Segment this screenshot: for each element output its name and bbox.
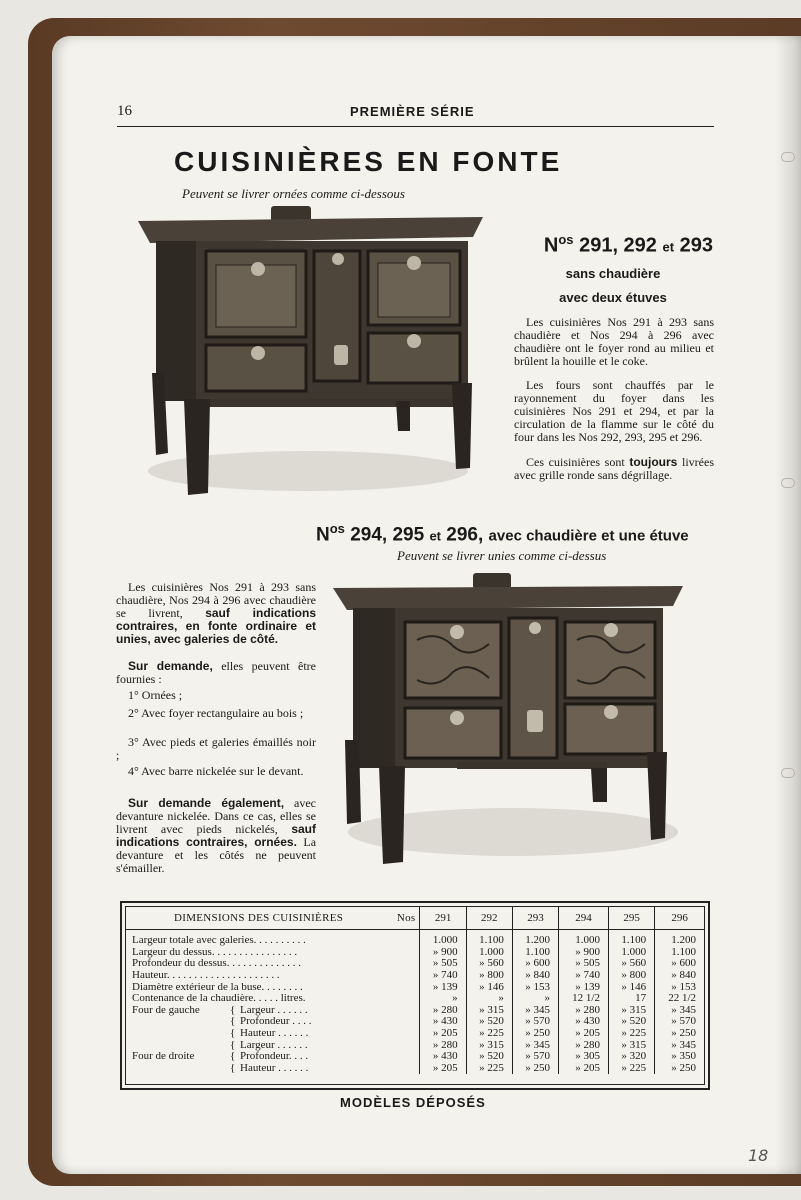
table-cell: » 520 xyxy=(608,1016,654,1028)
table-cell: » 250 xyxy=(655,1028,704,1040)
table-cell: » 560 xyxy=(608,958,654,970)
para1-text: Les cuisinières Nos 291 à 293 sans chaudière, Nos 294 à 296 avec chaudière se livrent, xyxy=(116,580,316,620)
table-row xyxy=(126,981,704,993)
brace-glyph: { xyxy=(230,1061,236,1074)
row-label-text: Largeur . . . . . . xyxy=(240,1038,308,1051)
table-cell: » 280 xyxy=(420,1039,466,1051)
table-cell: » xyxy=(512,993,558,1005)
table-cell: » 570 xyxy=(512,1051,558,1063)
column-header: 295 xyxy=(608,907,654,929)
table-cell: 1.100 xyxy=(512,947,558,959)
table-cell: » 205 xyxy=(559,1063,609,1075)
row-label xyxy=(126,947,420,959)
para3-emphasis-2: sauf indications contraires, ornées. xyxy=(116,822,316,849)
para3-text-end: La devanture et les côtés ne peuvent s'émailler. xyxy=(116,835,317,875)
table-row xyxy=(126,970,704,982)
table-cell: » 430 xyxy=(559,1016,609,1028)
row-label xyxy=(126,1016,420,1028)
table-cell: » 205 xyxy=(559,1028,609,1040)
table-cell: » 250 xyxy=(512,1063,558,1075)
description-paragraph-2: Les fours sont chauffés par le rayonnement du foyer dans les cuisinières Nos 291 et 294, et par la circulation de la flamme sur le côté du four dans les Nos 292, 293, 295 et 296. xyxy=(514,378,714,444)
table-cell: » 505 xyxy=(420,958,466,970)
brace-glyph: { xyxy=(230,1050,236,1063)
row-label xyxy=(126,1039,420,1051)
table-row xyxy=(126,1028,704,1040)
row-label-text: Profondeur . . . . xyxy=(240,1015,312,1028)
dimensions-table-body xyxy=(126,929,704,1074)
table-cell: » 139 xyxy=(420,981,466,993)
option-item-2: 2° Avec foyer rectangulaire au bois ; xyxy=(128,706,304,720)
table-cell: » 900 xyxy=(420,947,466,959)
table-cell: » 280 xyxy=(559,1039,609,1051)
table-cell: » 225 xyxy=(608,1063,654,1075)
table-cell: » 153 xyxy=(655,981,704,993)
conjunction: et xyxy=(429,528,441,544)
table-cell: 1.200 xyxy=(655,935,704,947)
table-cell: » 315 xyxy=(608,1039,654,1051)
table-cell: 1.000 xyxy=(466,947,512,959)
table-row xyxy=(126,947,704,959)
table-cell: 12 1/2 xyxy=(559,993,609,1005)
table-cell: » 740 xyxy=(559,970,609,982)
numero-sup: os xyxy=(558,232,574,247)
table-cell: » 600 xyxy=(655,958,704,970)
numero-sup: os xyxy=(329,521,345,536)
row-label-text: Largeur du dessus. . . . . . . . . . . . . . . . xyxy=(132,945,298,958)
table-cell: » 505 xyxy=(559,958,609,970)
table-cell: » 345 xyxy=(655,1039,704,1051)
table-cell: » 560 xyxy=(466,958,512,970)
table-cell: » 146 xyxy=(466,981,512,993)
para2-emphasis: Sur demande, xyxy=(128,659,213,673)
para3-emphasis: toujours xyxy=(629,455,678,469)
page-number: 16 xyxy=(117,103,132,119)
options-paragraph-3 xyxy=(116,797,316,875)
row-label xyxy=(126,981,420,993)
numero-label: N xyxy=(543,234,559,257)
table-cell: » 600 xyxy=(512,958,558,970)
description-paragraph-3 xyxy=(514,456,714,482)
options-paragraph-1 xyxy=(116,581,316,646)
table-cell: » 225 xyxy=(466,1028,512,1040)
row-label-text: Contenance de la chaudière. . . . . litres. xyxy=(132,992,306,1005)
conjunction: et xyxy=(662,239,675,255)
model-numbers: 291, 292 xyxy=(579,234,657,257)
table-cell: » 315 xyxy=(466,1005,512,1017)
page-title: CUISINIÈRES EN FONTE xyxy=(174,146,563,177)
row-label-text: Hauteur. . . . . . . . . . . . . . . . . . . . . xyxy=(132,969,280,982)
row-label xyxy=(126,958,420,970)
row-label-text: Hauteur . . . . . . xyxy=(240,1061,309,1074)
table-cell: 1.100 xyxy=(466,935,512,947)
table-cell: » 345 xyxy=(655,1005,704,1017)
table-cell: 22 1/2 xyxy=(655,993,704,1005)
row-group: Four de gauche xyxy=(132,1003,200,1016)
stove-illustration-291-293 xyxy=(138,203,488,503)
para3-text: avec devanture nickelée. Dans ce cas, elles se livrent avec pieds nickelés, xyxy=(116,796,317,836)
page-spine-shadow xyxy=(775,36,801,1174)
table-cell: » 320 xyxy=(608,1051,654,1063)
para3-text: Ces cuisinières sont xyxy=(526,455,625,469)
table-header-label xyxy=(126,907,420,929)
binding-hole xyxy=(781,478,795,488)
feature-line-no-boiler: sans chaudière xyxy=(565,266,661,281)
row-label xyxy=(126,935,420,947)
table-row xyxy=(126,1039,704,1051)
option-item-1: 1° Ornées ; xyxy=(128,688,183,702)
table-cell: » 146 xyxy=(608,981,654,993)
table-cell: » 280 xyxy=(559,1005,609,1017)
table-cell: » 139 xyxy=(559,981,609,993)
model-number-last: 296, xyxy=(446,524,484,546)
option-item-3: 3° Avec pieds et galeries émaillés noir ; xyxy=(116,735,316,762)
table-cell: » 350 xyxy=(655,1051,704,1063)
footer-title: MODÈLES DÉPOSÉS xyxy=(340,1095,486,1110)
table-cell: » 315 xyxy=(466,1039,512,1051)
page-subtitle: Peuvent se livrer ornées comme ci-dessous xyxy=(182,186,405,201)
table-cell: » 225 xyxy=(466,1063,512,1075)
para3-emphasis: Sur demande également, xyxy=(128,796,285,810)
row-label xyxy=(126,1063,420,1075)
section-subtitle: Peuvent se livrer unies comme ci-dessus xyxy=(397,548,607,563)
table-cell: » 840 xyxy=(512,970,558,982)
dimensions-table xyxy=(120,901,710,1090)
table-cell: 1.100 xyxy=(655,947,704,959)
para2-text: elles peuvent être fournies : xyxy=(116,659,316,686)
table-cell: 1.000 xyxy=(608,947,654,959)
column-header: 294 xyxy=(559,907,609,929)
table-cell: 1.000 xyxy=(420,935,466,947)
brace-glyph: { xyxy=(230,1003,236,1016)
table-cell: » 280 xyxy=(420,1005,466,1017)
model-number-last: 293 xyxy=(679,234,713,257)
row-group: Four de droite xyxy=(132,1050,195,1063)
running-title: PREMIÈRE SÉRIE xyxy=(350,104,475,119)
description-paragraph-1: Les cuisinières Nos 291 à 293 sans chaudière et Nos 294 à 296 avec chaudière ont le foyer rond au milieu et brûlent la houille et le coke. xyxy=(514,315,714,368)
column-header: 291 xyxy=(420,907,466,929)
table-cell: » 153 xyxy=(512,981,558,993)
model-numbers: 294, 295 xyxy=(350,524,425,546)
row-label-text: Profondeur du dessus. . . . . . . . . . . . . . xyxy=(132,957,301,970)
table-cell: » 800 xyxy=(466,970,512,982)
model-feature: avec chaudière et une étuve xyxy=(488,527,689,545)
header-label-text: DIMENSIONS DES CUISINIÈRES xyxy=(174,911,344,924)
row-label-text: Diamètre extérieur de la buse. . . . . . . . xyxy=(132,980,303,993)
table-cell: 1.000 xyxy=(559,935,609,947)
table-cell: » 315 xyxy=(608,1005,654,1017)
brace-glyph: { xyxy=(230,1027,236,1040)
table-cell: » 430 xyxy=(420,1051,466,1063)
table-cell: » 205 xyxy=(420,1028,466,1040)
column-header: 292 xyxy=(466,907,512,929)
table-cell: » xyxy=(466,993,512,1005)
table-cell: » 740 xyxy=(420,970,466,982)
binding-hole xyxy=(781,152,795,162)
brace-glyph: { xyxy=(230,1038,236,1051)
table-cell: » 250 xyxy=(655,1063,704,1075)
column-header: 293 xyxy=(512,907,558,929)
table-cell: » 205 xyxy=(420,1063,466,1075)
table-row xyxy=(126,1016,704,1028)
table-cell: » 840 xyxy=(655,970,704,982)
table-row xyxy=(126,935,704,947)
table-cell: 1.100 xyxy=(608,935,654,947)
row-label-text: Largeur totale avec galeries. . . . . . . . . . xyxy=(132,934,306,947)
table-cell: » 570 xyxy=(655,1016,704,1028)
stove-illustration-294-296 xyxy=(333,570,688,870)
para1-emphasis: sauf indications contraires, en fonte ordinaire et unies, avec galeries de côté. xyxy=(116,606,316,646)
table-row xyxy=(126,958,704,970)
table-row xyxy=(126,1005,704,1017)
table-cell: » 570 xyxy=(512,1016,558,1028)
header-nos: Nos xyxy=(396,911,416,924)
table-cell: » 305 xyxy=(559,1051,609,1063)
row-label-text: Largeur . . . . . . xyxy=(240,1003,308,1016)
model-heading-294-296 xyxy=(316,521,689,546)
table-cell: » 430 xyxy=(420,1016,466,1028)
row-label xyxy=(126,970,420,982)
table-cell: » 345 xyxy=(512,1039,558,1051)
table-cell: » 520 xyxy=(466,1051,512,1063)
options-paragraph-2 xyxy=(116,660,316,686)
table-row xyxy=(126,993,704,1005)
model-heading-291-293 xyxy=(544,232,713,258)
table-cell: 1.200 xyxy=(512,935,558,947)
table-cell: 17 xyxy=(608,993,654,1005)
brace-glyph: { xyxy=(230,1015,236,1028)
row-label xyxy=(126,1028,420,1040)
header-rule xyxy=(117,126,714,127)
row-label xyxy=(126,993,420,1005)
table-cell: » 345 xyxy=(512,1005,558,1017)
table-row xyxy=(126,1051,704,1063)
option-item-4: 4° Avec barre nickelée sur le devant. xyxy=(128,764,304,778)
column-header: 296 xyxy=(655,907,704,929)
table-cell: » 900 xyxy=(559,947,609,959)
numero-label: N xyxy=(316,524,330,546)
row-label xyxy=(126,1005,420,1017)
table-cell: » 250 xyxy=(512,1028,558,1040)
table-cell: » 800 xyxy=(608,970,654,982)
pencil-page-note: 18 xyxy=(748,1146,769,1165)
feature-line-two-ovens: avec deux étuves xyxy=(559,290,667,305)
row-label-text: Hauteur . . . . . . xyxy=(240,1027,309,1040)
binding-hole xyxy=(781,768,795,778)
table-row xyxy=(126,1063,704,1075)
para3-text-end: livrées avec grille ronde sans dégrillage. xyxy=(514,455,714,482)
table-cell: » 520 xyxy=(466,1016,512,1028)
row-label xyxy=(126,1051,420,1063)
row-label-text: Profondeur. . . . xyxy=(240,1050,309,1063)
table-cell: » 225 xyxy=(608,1028,654,1040)
table-cell: » xyxy=(420,993,466,1005)
